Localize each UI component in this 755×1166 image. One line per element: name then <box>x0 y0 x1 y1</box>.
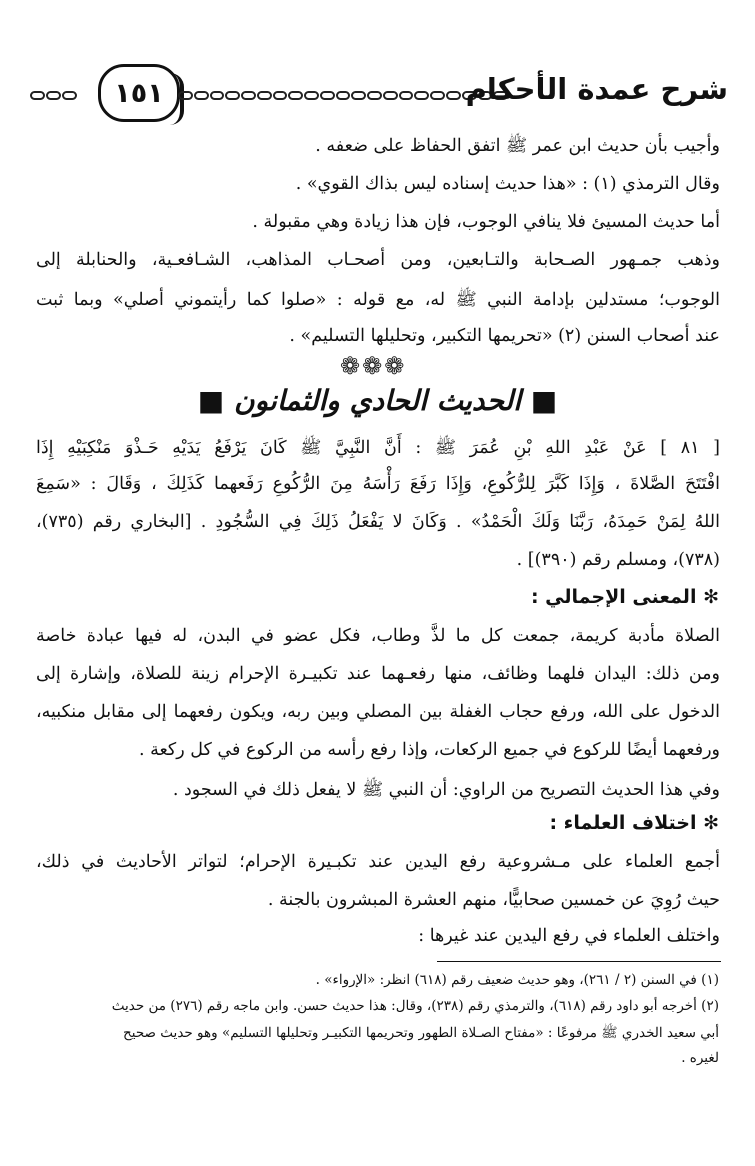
book-title: شرح عمدة الأحكام <box>465 72 728 106</box>
chapter-title: ■ الحديث الحادي والثمانون ■ <box>197 384 558 417</box>
hadith-line-3: اللهُ لِمَنْ حَمِدَهُ، رَبَّنَا وَلَكَ الْحَمْدُ» . وَكَانَ لا يَفْعَلُ ذَلِكَ فِي السُّجُودِ . [البخاري رقم (٧٣٥)، <box>36 512 720 532</box>
paragraph-1-line: وأجيب بأن حديث ابن عمر ﷺ اتفق الحفاظ على ضعفه . <box>315 136 720 156</box>
general-meaning-line-4: ورفعهما أيضًا للركوع في جميع الركعات، وإذا رفع رأسه من الركوع في كل ركعة . <box>138 740 720 760</box>
paragraph-4-line-2: الوجوب؛ مستدلين بإدامة النبي ﷺ له، مع قوله : «صلوا كما رأيتموني أصلي» وبما ثبت <box>36 290 720 310</box>
paragraph-4-line-1: وذهب جمـهور الصـحابة والتـابعين، ومن أصحـاب المذاهب، الشـافعـية، والحنابلة إلى <box>36 250 720 270</box>
general-meaning-line-2: ومن ذلك: اليدان فلهما وظائف، منها رفعـهما عند تكبيـرة الإحرام زينة للصلاة، وإشارة إلى <box>36 664 720 684</box>
header-ornament-short <box>30 88 88 102</box>
page-header <box>26 64 728 130</box>
footnote-2-line-3: لغيره . <box>681 1050 719 1066</box>
section-divider-ornament: ❁❁❁ <box>340 352 407 380</box>
paragraph-4-line-3: عند أصحاب السنن (٢) «تحريمها التكبير، وتحليلها التسليم» . <box>289 326 720 346</box>
hadith-line-1: [ ٨١ ] عَنْ عَبْدِ اللهِ بْنِ عُمَرَ ﷺ : أَنَّ النَّبِيَّ ﷺ كَانَ يَرْفَعُ يَدَيْهِ حَـذْوَ مَنْكِبَيْهِ إِذَا <box>36 438 721 458</box>
footnote-2-line-2: أبي سعيد الخدري ﷺ مرفوعًا : «مفتاح الصـلاة الطهور وتحريمها التكبيـر وتحليلها التسليم» وهو حديث صحيح <box>123 1025 719 1041</box>
hadith-line-4: (٧٣٨)، ومسلم رقم (٣٩٠)] . <box>516 550 720 570</box>
disagreement-line-3: واختلف العلماء في رفع اليدين عند غيرها : <box>418 926 720 946</box>
disagreement-line-2: حيث رُوِيَ عن خمسين صحابيًّا، منهم العشرة المبشرون بالجنة . <box>267 890 720 910</box>
header-ornament-long <box>178 88 508 102</box>
section-heading-scholars-disagreement: ✻ اختلاف العلماء : <box>549 812 719 834</box>
general-meaning-line-1: الصلاة مأدبة كريمة، جمعت كل ما لذَّ وطاب، فكل عضو في البدن، له فيها عبادة خاصة <box>36 626 720 646</box>
general-meaning-line-5: وفي هذا الحديث التصريح من الراوي: أن النبي ﷺ لا يفعل ذلك في السجود . <box>172 780 720 800</box>
page-number: ١٥١ <box>98 64 180 122</box>
paragraph-2-line: وقال الترمذي (١) : «هذا حديث إسناده ليس بذاك القوي» . <box>295 174 720 194</box>
paragraph-3-line: أما حديث المسيئ فلا ينافي الوجوب، فإن هذا زيادة وهي مقبولة . <box>252 212 720 232</box>
footnote-2-line-1: (٢) أخرجه أبو داود رقم (٦١٨)، والترمذي رقم (٢٣٨)، وقال: هذا حديث حسن. وابن ماجه رقم (٢٧٦) من حديث <box>111 998 719 1014</box>
footnote-1: (١) في السنن (٢ / ٢٦١)، وهو حديث ضعيف رقم (٦١٨) انظر: «الإرواء» . <box>315 972 719 988</box>
general-meaning-line-3: الدخول على الله، ورفع حجاب الغفلة بين المصلي وبين ربه، ويكون رفعهما إلى مقابل منكبيه، <box>36 702 720 722</box>
footnote-separator <box>437 961 721 962</box>
section-heading-general-meaning: ✻ المعنى الإجمالي : <box>530 586 719 608</box>
disagreement-line-1: أجمع العلماء على مـشروعية رفع اليدين عند تكبـيرة الإحرام؛ لتواتر الأحاديث في ذلك، <box>36 852 720 872</box>
hadith-line-2: افْتَتَحَ الصَّلاةَ ، وَإِذَا كَبَّرَ لِلرُّكُوعِ، وَإِذَا رَفَعَ رَأْسَهُ مِنَ الرُّكُوعِ رَفَعهما كَذَلِكَ ، وَقَالَ : «سَمِعَ <box>36 474 720 494</box>
